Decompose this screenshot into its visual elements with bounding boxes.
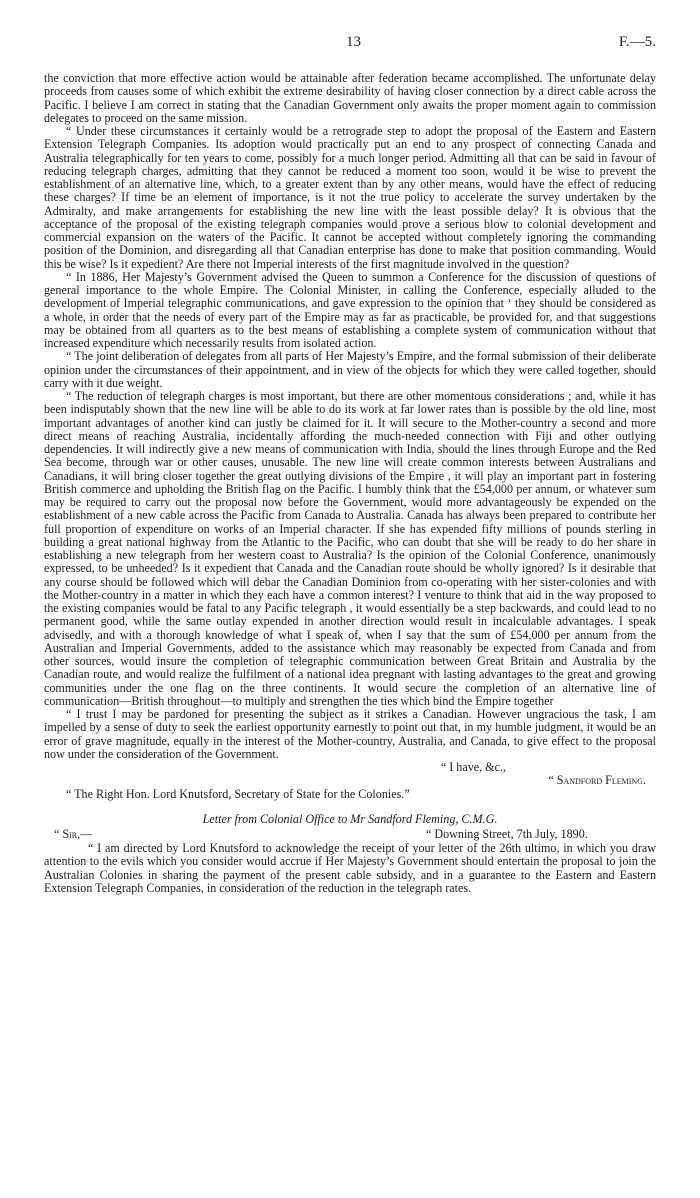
page-number: 13 <box>346 34 361 50</box>
paragraph: “ I trust I may be pardoned for presenting the subject as it strikes a Canadian. However ungracious the task, I am impelled by a sense of duty to seek the earliest opportunity earnestly to point out that, in my humble judgment, it would be an error of grave magnitude, equally in the interest of the Mother-country, Australia, and Canada, to give effect to the proposal now under the consideration of the Government. <box>44 707 656 761</box>
letter-body: “ I am directed by Lord Knutsford to acknowledge the receipt of your letter of the 26th ultimo, in which you draw attention to the evils which you consider would accrue if Her Majesty’s Government should entertain the proposal to join the Australian Colonies in sharing the payment of the present cable subsidy, and in a guarantee to the Eastern and Eastern Extension Telegraph Companies, in consideration of the reduction in the telegraph rates. <box>44 841 656 895</box>
paragraph: “ The reduction of telegraph charges is most important, but there are other momentous considerations ; and, while it has been indisputably shown that the new line will be able to do its work at far lower rates than is possible by the old line, most important advantages of another kind can justly be claimed for it. It will secure to the Mother-country a second and more direct means of reaching Australia, incidentally affording the much-needed connection with Fiji and other outlying dependencies. It will indirectly give a new means of communication with India, should the lines through Europe and the Red Sea become, through war or other causes, unusable. The new line will create common interests between Australians and Canadians, it will bring closer together the great outlying divisions of the Empire , it will play an important part in fostering British commerce and upholding the British flag on the Pacific. I humbly think that the £54,000 per annum, or whatever sum may be required to carry out the proposal now before the Government, would more advantageously be expended on the establishment of a new cable across the Pacific from Canada to Australia. Canada has always been prepared to contribute her full proportion of expenditure on works of an Imperial character. If she has expended fifty millions of pounds sterling in building a great national highway from the Atlantic to the Pacific, who can doubt that she will be ready to do her share in establishing a new telegraph from her western coast to Australia? Is the opinion of the Colonial Conference, unanimously expressed, to be unheeded? Is it expedient that Canada and the Canadian route should be wholly ignored? Is it desirable that any course should be followed which will debar the Canadian Dominion from co-operating with her sister-colonies and with the Mother-country in a matter in which they each have a common interest? I venture to think that aid in the way proposed to the existing companies would be fatal to any Pacific telegraph , it would essentially be a step backwards, and could lead to no permanent good, while the same outlay expended in another direction would result in incalculable advantages. I speak advisedly, and with a thorough knowledge of what I speak of, when I say that the sum of £54,000 per annum from the Australian and Imperial Governments, added to the assistance which may reasonably be expected from Canada and from other sources, would insure the completion of telegraphic communication between Great Britain and Australia by the Canadian route, and would realize the fulfilment of a national idea pregnant with lasting advantages to the great and growing communities under the one flag on the three continents. It would secure the completion of an alternative line of communication—British throughout—to multiply and strengthen the ties which bind the Empire together <box>44 389 656 708</box>
salutation-row <box>44 828 656 842</box>
letter-closing: “ I have, &c., <box>440 760 506 774</box>
paragraph: “ The joint deliberation of delegates from all parts of Her Majesty’s Empire, and the formal submission of their deliberate opinion under the circumstances of their appointment, and in view of the objects for which they were called together, should carry with it due weight. <box>44 349 656 390</box>
paragraph: “ In 1886, Her Majesty’s Government advised the Queen to summon a Conference for the discussion of questions of general importance to the whole Empire. The Colonial Minister, in calling the Conference, especially alluded to the development of Imperial telegraphic communications, and gave expression to the opinion that ‘ they should be considered as a whole, in order that the needs of every part of the Empire may as far as practicable, be provided for, and that suggestions may be obtained from all quarters as to the best means of establishing a complete system of communication without that increased expenditure which necessarily results from isolated action. <box>44 269 656 350</box>
letter-heading: Letter from Colonial Office to Mr Sandford Fleming, C.M.G. <box>202 811 498 826</box>
signature: “ Sandford Fleming. <box>548 773 646 788</box>
paragraph: “ Under these circumstances it certainly would be a retrograde step to adopt the proposal of the Eastern and Eastern Extension Telegraph Companies. Its adoption would practically put an end to any prospect of connecting Canada and Australia telegraphically for ten years to come, possibly for a much longer period. Admitting all that can be said in favour of reducing telegraph charges, admitting that they cannot be reduced a moment too soon, would it be wise to prevent the establishment of an alternative line, which, to a greater extent than by any other means, would have the effect of reducing these charges? If time be an element of importance, is it not the true policy to accelerate the survey undertaken by the Admiralty, and make arrangements for establishing the new line with the least possible delay? It is obvious that the acceptance of the proposal of the existing telegraph companies would prove a serious blow to colonial development and commercial expansion on the waters of the Pacific. It cannot be accepted without completely ignoring the commanding position of the Dominion, and disregarding all that Canadian enterprise has done to make that position commanding. Would this be wise? Is it expedient? Are there not Imperial interests of the first magnitude involved in the question? <box>44 124 656 271</box>
salutation: “ Sir,— <box>54 827 93 841</box>
document-reference: F.—5. <box>618 34 656 50</box>
paragraph-continuation: the conviction that more effective action would be attainable after federation became accomplished. The unfortunate delay proceeds from causes some of which exhibit the extreme desirability of having closer connection by a direct cable across the Pacific. I believe I am correct in stating that the Canadian Government only awaits the proper moment again to commission delegates to proceed on the same mission. <box>44 71 656 125</box>
dateline: “ Downing Street, 7th July, 1890. <box>426 827 588 841</box>
addressee: “ The Right Hon. Lord Knutsford, Secretary of State for the Colonies.” <box>66 786 410 801</box>
page-header <box>44 36 656 54</box>
page-body <box>44 72 656 895</box>
